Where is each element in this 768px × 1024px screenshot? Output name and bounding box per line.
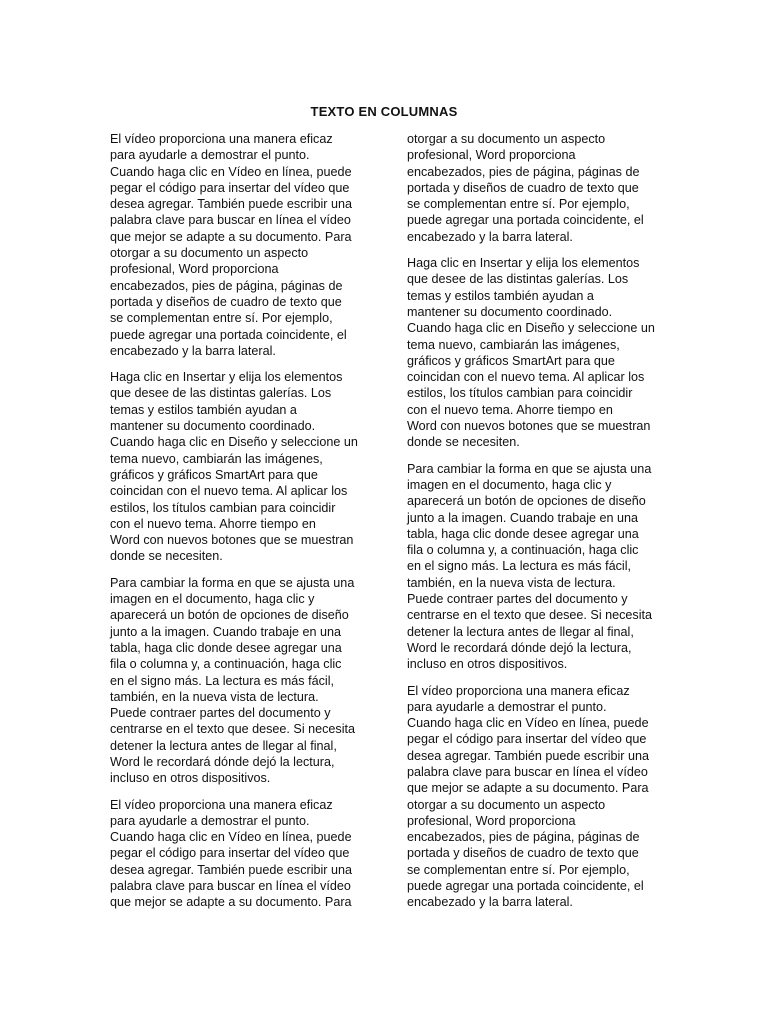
document-title: TEXTO EN COLUMNAS (310, 104, 458, 119)
text-line: Word con nuevos botones que se muestran (407, 419, 651, 434)
text-line: profesional, Word proporciona (110, 262, 279, 277)
text-line: incluso en otros dispositivos. (407, 657, 568, 672)
text-line: coincidan con el nuevo tema. Al aplicar los (407, 370, 645, 385)
text-line: Word le recordará dónde dejó la lectura, (407, 640, 632, 655)
text-line: El vídeo proporciona una manera eficaz (407, 683, 630, 698)
text-line: desea agregar. También puede escribir una (407, 748, 650, 763)
text-line: profesional, Word proporciona (407, 813, 576, 828)
text-line: portada y diseños de cuadro de texto que (110, 294, 342, 309)
text-line: se complementan entre sí. Por ejemplo, (407, 862, 630, 877)
text-line: puede agregar una portada coincidente, el (407, 879, 644, 894)
text-line: palabra clave para buscar en línea el vídeo (110, 213, 351, 228)
text-line: estilos, los títulos cambian para coincidir (110, 500, 336, 515)
paragraph (110, 575, 380, 787)
text-line: Haga clic en Insertar y elija los elementos (110, 370, 343, 385)
text-line: pegar el código para insertar del vídeo que (407, 732, 647, 747)
text-line: Para cambiar la forma en que se ajusta una (110, 575, 355, 590)
text-line: Puede contraer partes del documento y (110, 706, 331, 721)
text-line: donde se necesiten. (110, 549, 223, 564)
text-line: Cuando haga clic en Vídeo en línea, puede (110, 164, 352, 179)
text-line: palabra clave para buscar en línea el vídeo (110, 879, 351, 894)
text-line: gráficos y gráficos SmartArt para que (407, 353, 615, 368)
text-line: gráficos y gráficos SmartArt para que (110, 467, 318, 482)
text-line: para ayudarle a demostrar el punto. (110, 813, 310, 828)
text-line: Haga clic en Insertar y elija los elementos (407, 256, 640, 271)
text-line: El vídeo proporciona una manera eficaz (110, 132, 333, 146)
text-line: con el nuevo tema. Ahorre tiempo en (110, 516, 316, 531)
text-line: donde se necesiten. (407, 435, 520, 450)
text-line: tema nuevo, cambiarán las imágenes, (110, 451, 323, 466)
paragraph (407, 131, 667, 245)
text-line: Cuando haga clic en Diseño y seleccione un (407, 321, 655, 336)
text-line: coincidan con el nuevo tema. Al aplicar los (110, 484, 348, 499)
text-line: detener la lectura antes de llegar al final, (110, 738, 337, 753)
text-line: puede agregar una portada coincidente, el (110, 327, 347, 342)
text-line: Word con nuevos botones que se muestran (110, 533, 354, 548)
paragraph (110, 131, 380, 359)
text-line: que desee de las distintas galerías. Los (110, 386, 332, 401)
text-line: encabezados, pies de página, páginas de (110, 278, 343, 293)
text-line: aparecerá un botón de opciones de diseño (407, 494, 646, 509)
text-line: portada y diseños de cuadro de texto que (407, 180, 639, 195)
text-line: centrarse en el texto que desee. Si necesita (110, 722, 356, 737)
paragraph (407, 461, 667, 673)
right-column (407, 131, 667, 921)
text-line: profesional, Word proporciona (407, 148, 576, 163)
text-line: otorgar a su documento un aspecto (110, 246, 309, 261)
paragraph (407, 255, 667, 451)
text-line: junto a la imagen. Cuando trabaje en una (110, 624, 342, 639)
paragraph (110, 797, 380, 911)
text-line: encabezado y la barra lateral. (407, 229, 573, 244)
text-line: desea agregar. También puede escribir una (110, 197, 353, 212)
text-line: otorgar a su documento un aspecto (407, 797, 606, 812)
text-line: otorgar a su documento un aspecto (407, 132, 606, 146)
text-line: para ayudarle a demostrar el punto. (110, 148, 310, 163)
text-line: fila o columna y, a continuación, haga clic (110, 657, 342, 672)
text-line: tema nuevo, cambiarán las imágenes, (407, 337, 620, 352)
text-line: Cuando haga clic en Vídeo en línea, puede (407, 716, 649, 731)
text-line: junto a la imagen. Cuando trabaje en una (407, 510, 639, 525)
text-line: mantener su documento coordinado. (110, 419, 316, 434)
paragraph (110, 369, 380, 565)
text-line: encabezados, pies de página, páginas de (407, 164, 640, 179)
text-line: también, en la nueva vista de lectura. (407, 575, 616, 590)
text-line: encabezado y la barra lateral. (407, 895, 573, 910)
text-line: se complementan entre sí. Por ejemplo, (407, 197, 630, 212)
text-line: fila o columna y, a continuación, haga clic (407, 543, 639, 558)
text-line: en el signo más. La lectura es más fácil, (407, 559, 631, 574)
text-line: desea agregar. También puede escribir una (110, 862, 353, 877)
text-line: que mejor se adapte a su documento. Para (110, 895, 352, 910)
text-line: que mejor se adapte a su documento. Para (110, 229, 352, 244)
text-line: estilos, los títulos cambian para coincidir (407, 386, 633, 401)
text-line: para ayudarle a demostrar el punto. (407, 699, 607, 714)
text-line: Puede contraer partes del documento y (407, 592, 628, 607)
text-line: pegar el código para insertar del vídeo que (110, 846, 350, 861)
text-line: también, en la nueva vista de lectura. (110, 689, 319, 704)
text-line: encabezado y la barra lateral. (110, 343, 276, 358)
text-line: incluso en otros dispositivos. (110, 771, 271, 786)
text-line: puede agregar una portada coincidente, el (407, 213, 644, 228)
text-line: mantener su documento coordinado. (407, 304, 613, 319)
text-line: tabla, haga clic donde desee agregar una (110, 640, 342, 655)
text-line: portada y diseños de cuadro de texto que (407, 846, 639, 861)
text-line: imagen en el documento, haga clic y (110, 592, 315, 607)
text-line: detener la lectura antes de llegar al final, (407, 624, 634, 639)
text-line: El vídeo proporciona una manera eficaz (110, 797, 333, 812)
text-line: que desee de las distintas galerías. Los (407, 272, 629, 287)
text-line: que mejor se adapte a su documento. Para (407, 781, 649, 796)
text-line: Cuando haga clic en Vídeo en línea, puede (110, 830, 352, 845)
text-line: tabla, haga clic donde desee agregar una (407, 526, 639, 541)
text-line: temas y estilos también ayudan a (407, 288, 594, 303)
text-line: pegar el código para insertar del vídeo que (110, 180, 350, 195)
text-line: palabra clave para buscar en línea el vídeo (407, 764, 648, 779)
text-line: temas y estilos también ayudan a (110, 402, 297, 417)
text-line: aparecerá un botón de opciones de diseño (110, 608, 349, 623)
text-line: con el nuevo tema. Ahorre tiempo en (407, 402, 613, 417)
text-line: encabezados, pies de página, páginas de (407, 830, 640, 845)
text-line: Para cambiar la forma en que se ajusta una (407, 461, 652, 476)
paragraph (407, 683, 667, 911)
text-line: imagen en el documento, haga clic y (407, 477, 612, 492)
text-line: centrarse en el texto que desee. Si necesita (407, 608, 653, 623)
text-line: en el signo más. La lectura es más fácil, (110, 673, 334, 688)
text-line: Cuando haga clic en Diseño y seleccione un (110, 435, 358, 450)
text-line: se complementan entre sí. Por ejemplo, (110, 311, 333, 326)
left-column (110, 131, 380, 921)
text-line: Word le recordará dónde dejó la lectura, (110, 754, 335, 769)
